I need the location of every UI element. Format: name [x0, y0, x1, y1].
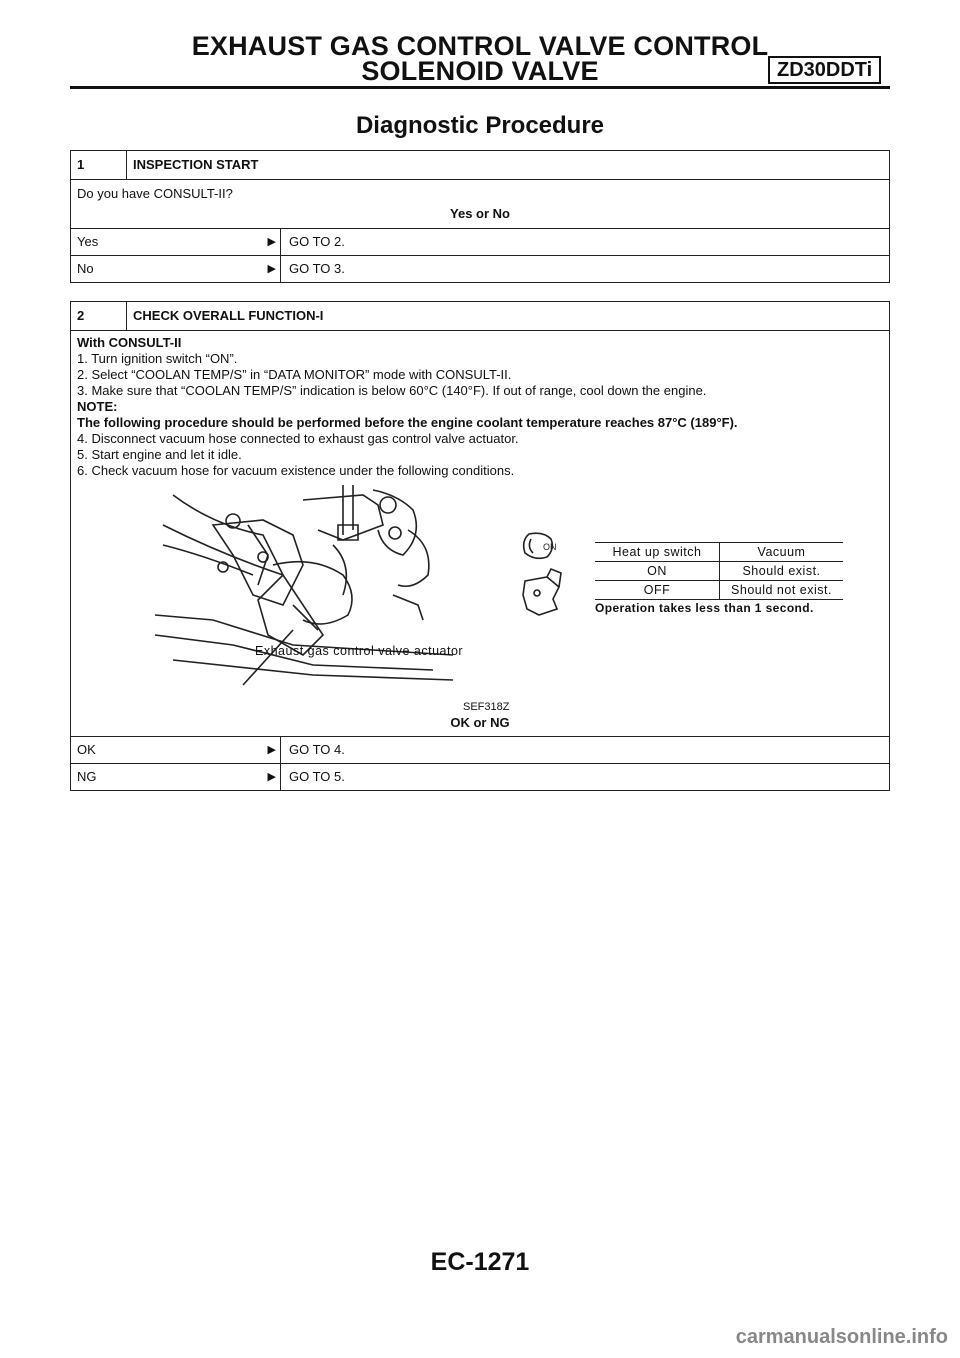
ignition-key-icon	[517, 529, 569, 619]
watermark: carmanualsonline.info	[735, 1326, 948, 1348]
table-row	[595, 581, 843, 600]
table-cell: ON	[595, 562, 720, 581]
action-link[interactable]: GO TO 4.	[289, 742, 345, 757]
arrow-right-icon: ▶	[267, 771, 276, 783]
step-2-body	[71, 330, 889, 736]
answer-label: OK	[77, 742, 96, 757]
figure-caption: SEF318Z	[463, 701, 510, 713]
answer-label: NG	[77, 769, 97, 784]
engine-code-badge: ZD30DDTi	[768, 56, 881, 84]
step-1-body	[71, 179, 889, 228]
operation-note: Operation takes less than 1 second.	[595, 601, 814, 615]
table-header-heat-up-switch: Heat up switch	[595, 543, 720, 562]
section-title: Diagnostic Procedure	[355, 112, 605, 139]
table-cell: OFF	[595, 581, 720, 600]
step-1-row-no	[71, 255, 889, 282]
header-divider	[70, 86, 890, 89]
step-1-choice: Yes or No	[450, 206, 510, 221]
action-link[interactable]: GO TO 5.	[289, 769, 345, 784]
instruction-line: 3. Make sure that “COOLAN TEMP/S” indication is below 60°C (140°F). If out of range, cool down the engine.	[77, 383, 707, 398]
key-on-label: ON	[543, 542, 557, 552]
step-2-box	[70, 301, 890, 791]
step-1-row-yes	[71, 228, 889, 255]
header-title-line-1: EXHAUST GAS CONTROL VALVE CONTROL	[191, 31, 769, 61]
page-number: EC-1271	[430, 1248, 530, 1276]
step-1-number: 1	[71, 151, 127, 179]
page-header-title	[180, 31, 780, 86]
step-2-number: 2	[71, 302, 127, 330]
step-2-header	[71, 302, 889, 330]
note-text: The following procedure should be performed before the engine coolant temperature reaches 87°C (189°F).	[77, 415, 738, 430]
step-2-choice: OK or NG	[450, 715, 510, 730]
instruction-line: 1. Turn ignition switch “ON”.	[77, 351, 238, 366]
arrow-right-icon: ▶	[267, 236, 276, 248]
answer-label: No	[77, 261, 94, 276]
figure	[77, 479, 883, 714]
instruction-line: 5. Start engine and let it idle.	[77, 447, 242, 462]
step-1-box	[70, 150, 890, 283]
step-2-title: CHECK OVERALL FUNCTION-I	[133, 308, 324, 323]
step-1-question: Do you have CONSULT-II?	[77, 186, 233, 201]
vacuum-condition-table	[595, 542, 843, 600]
note-label: NOTE:	[77, 399, 118, 414]
action-link[interactable]: GO TO 2.	[289, 234, 345, 249]
arrow-right-icon: ▶	[267, 744, 276, 756]
arrow-right-icon: ▶	[267, 263, 276, 275]
table-cell: Should exist.	[720, 562, 844, 581]
step-2-row-ng	[71, 763, 889, 790]
table-header-vacuum: Vacuum	[720, 543, 844, 562]
instruction-line: 2. Select “COOLAN TEMP/S” in “DATA MONITOR” mode with CONSULT-II.	[77, 367, 512, 382]
actuator-label: Exhaust gas control valve actuator	[255, 644, 464, 658]
instruction-line: 4. Disconnect vacuum hose connected to exhaust gas control valve actuator.	[77, 431, 519, 446]
table-row	[595, 562, 843, 581]
step-1-header	[71, 151, 889, 179]
answer-label: Yes	[77, 234, 99, 249]
header-title-line-2: SOLENOID VALVE	[361, 56, 599, 86]
step-1-title: INSPECTION START	[133, 157, 259, 172]
step-2-row-ok	[71, 736, 889, 763]
instruction-line: 6. Check vacuum hose for vacuum existence under the following conditions.	[77, 463, 515, 478]
action-link[interactable]: GO TO 3.	[289, 261, 345, 276]
step-2-subtitle: With CONSULT-II	[77, 335, 182, 350]
table-cell: Should not exist.	[720, 581, 844, 600]
